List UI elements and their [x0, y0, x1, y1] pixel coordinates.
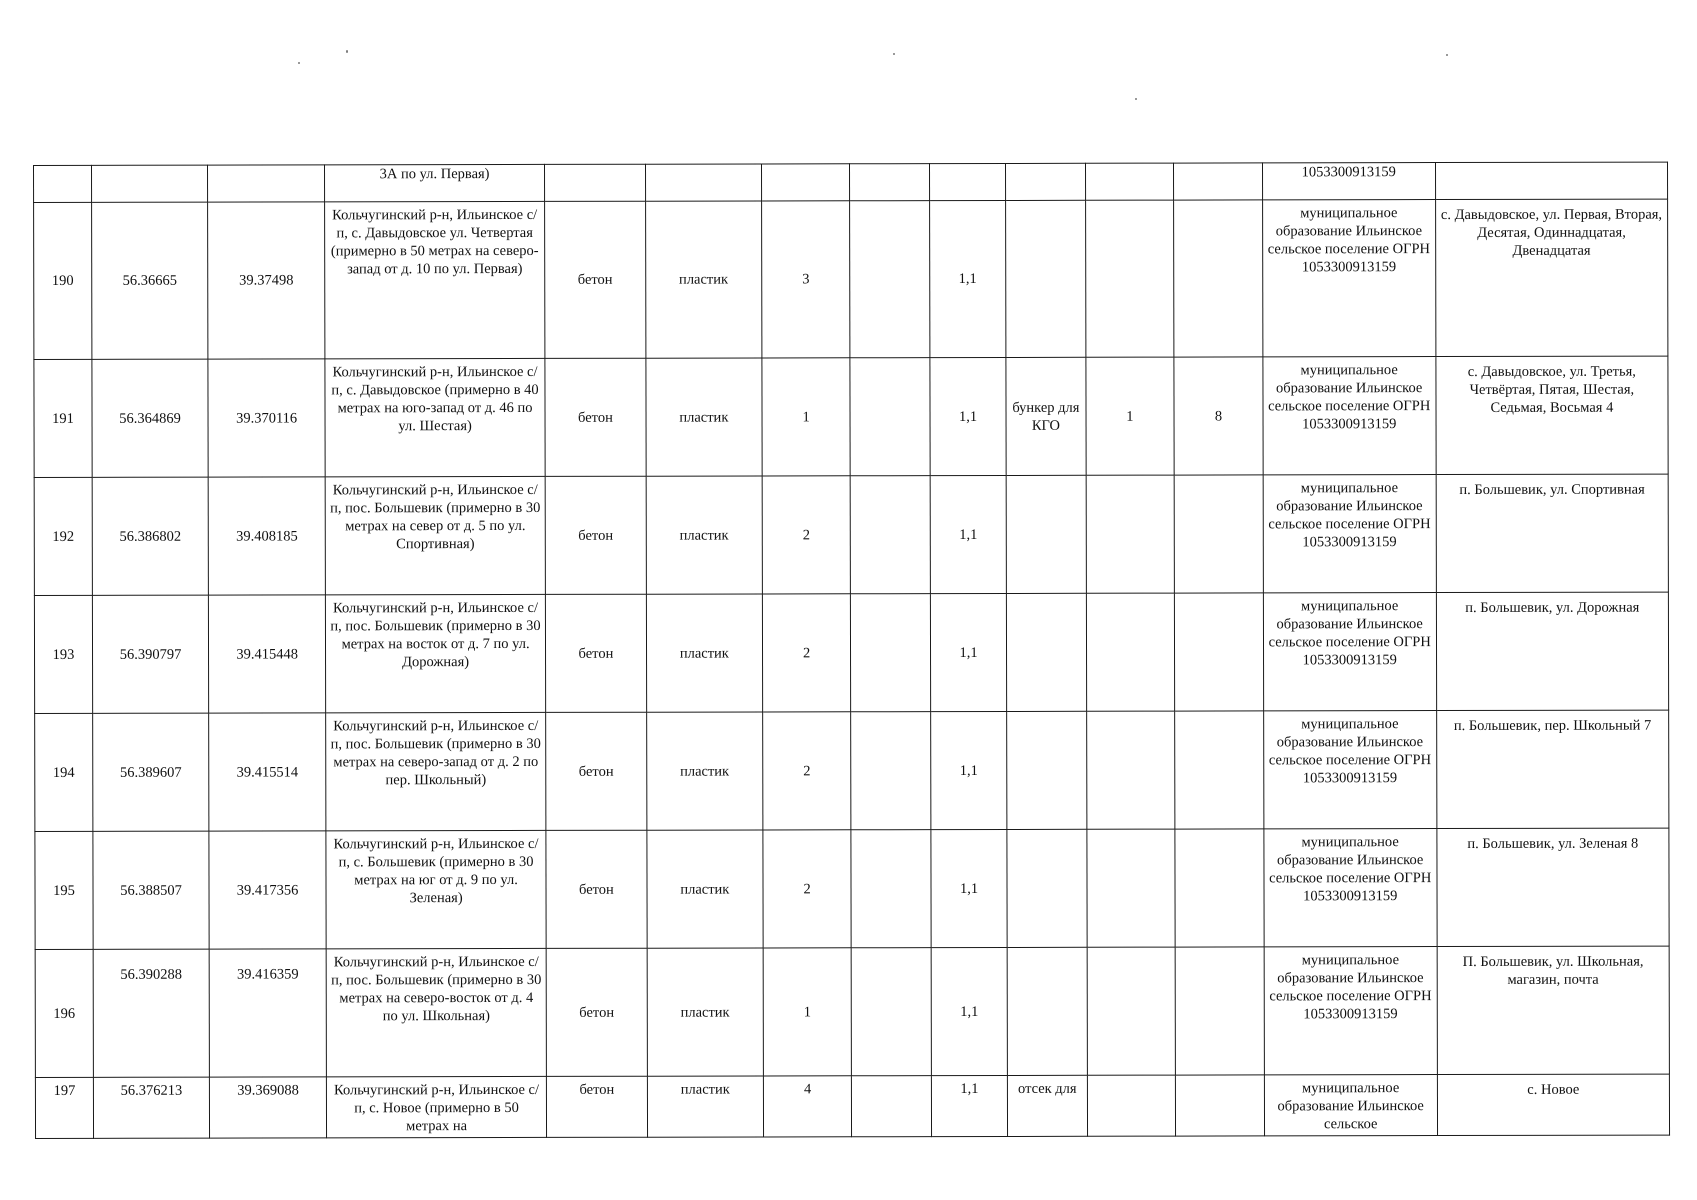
cell-volume: 1,1: [931, 829, 1008, 947]
cell-surface: бетон: [546, 830, 647, 948]
cell-material: пластик: [645, 201, 761, 358]
cell-material: пластик: [647, 1076, 763, 1137]
cell-num: 192: [34, 477, 92, 595]
cell-address: 3А по ул. Первая): [325, 164, 545, 201]
cell-address: Кольчугинский р-н, Ильинское с/п, с. Давыдовское (примерно в 40 метрах на юго-запад от д. 46 по ул. Шестая): [325, 358, 545, 476]
cell-count: 1: [762, 358, 851, 476]
cell-lat: 56.364869: [92, 359, 208, 477]
cell-count: 3: [761, 201, 850, 358]
cell-count: 4: [763, 1076, 852, 1137]
cell-lon: 39.37498: [208, 202, 325, 359]
cell-lat: 56.390288: [93, 949, 209, 1077]
cell-count: [761, 164, 850, 201]
cell-num: 196: [35, 949, 93, 1077]
cell-kgo-type: [1007, 593, 1087, 711]
cell-kgo-type: [1006, 475, 1086, 593]
cell-kgo-volume: [1174, 475, 1263, 593]
cell-kgo-type: [1007, 829, 1087, 947]
cell-num: 194: [35, 713, 93, 831]
cell-kgo-volume: [1176, 1075, 1265, 1136]
cell-lon: 39.408185: [208, 477, 325, 595]
cell-surface: бетон: [545, 476, 646, 594]
cell-served-area: П. Большевик, ул. Школьная, магазин, почта: [1437, 946, 1670, 1074]
cell-material: пластик: [647, 830, 763, 948]
table-row: [35, 710, 1669, 831]
cell-owner: муниципальное образование Ильинское сельское поселение ОГРН 1053300913159: [1263, 357, 1436, 475]
scan-speck: [893, 53, 895, 55]
cell-owner: муниципальное образование Ильинское сельское: [1264, 1075, 1437, 1136]
registry-body: [34, 162, 1670, 1138]
cell-count: 2: [763, 830, 852, 948]
cell-lat: 56.36665: [92, 202, 208, 359]
cell-lat: [92, 165, 208, 202]
cell-count: 1: [763, 948, 852, 1076]
cell-extra: [851, 830, 931, 948]
cell-volume: 1,1: [930, 593, 1007, 711]
cell-lat: 56.386802: [92, 477, 208, 595]
cell-material: пластик: [646, 594, 762, 712]
cell-kgo-type: [1007, 711, 1087, 829]
cell-num: 195: [35, 831, 93, 949]
cell-lat: 56.389607: [93, 713, 209, 831]
cell-kgo-volume: [1175, 829, 1264, 947]
cell-count: 2: [762, 476, 851, 594]
cell-volume: 1,1: [930, 711, 1007, 829]
cell-kgo-count: [1085, 200, 1174, 357]
cell-kgo-type: [1006, 200, 1086, 357]
table-row: [34, 199, 1668, 359]
cell-count: 2: [762, 594, 851, 712]
cell-surface: бетон: [546, 1076, 647, 1137]
cell-surface: бетон: [546, 712, 647, 830]
cell-lon: 39.369088: [209, 1077, 326, 1138]
cell-served-area: с. Давыдовское, ул. Первая, Вторая, Десятая, Одиннадцатая, Двенадцатая: [1435, 199, 1668, 356]
cell-served-area: п. Большевик, ул. Зеленая 8: [1437, 828, 1669, 946]
cell-kgo-volume: [1174, 163, 1263, 200]
cell-surface: бетон: [545, 201, 646, 358]
cell-surface: бетон: [545, 358, 646, 476]
cell-count: 2: [762, 712, 851, 830]
cell-lon: 39.370116: [208, 359, 325, 477]
scan-speck: [346, 50, 348, 53]
cell-kgo-count: [1086, 475, 1175, 593]
cell-material: пластик: [646, 476, 762, 594]
cell-owner: муниципальное образование Ильинское сельское поселение ОГРН 1053300913159: [1264, 947, 1437, 1075]
table-row: [35, 946, 1669, 1077]
cell-extra: [851, 476, 931, 594]
cell-served-area: с. Новое: [1437, 1074, 1669, 1135]
cell-kgo-count: [1086, 593, 1175, 711]
cell-served-area: п. Большевик, пер. Школьный 7: [1436, 710, 1668, 828]
cell-kgo-volume: [1175, 947, 1264, 1075]
cell-owner: муниципальное образование Ильинское сельское поселение ОГРН 1053300913159: [1263, 711, 1436, 829]
cell-served-area: п. Большевик, ул. Спортивная: [1436, 474, 1668, 592]
cell-volume: 1,1: [931, 947, 1008, 1075]
table-row: [35, 828, 1669, 949]
cell-lon: 39.415448: [208, 595, 325, 713]
cell-kgo-count: [1086, 829, 1175, 947]
cell-lat: 56.388507: [93, 831, 209, 949]
cell-volume: 1,1: [930, 357, 1007, 475]
table-row: [35, 1074, 1669, 1138]
cell-kgo-type: [1006, 163, 1085, 200]
cell-volume: 1,1: [931, 1075, 1007, 1136]
table-row: [34, 474, 1668, 595]
cell-lon: 39.416359: [209, 949, 326, 1077]
cell-extra: [850, 358, 930, 476]
cell-num: [34, 165, 92, 202]
cell-material: пластик: [646, 712, 762, 830]
cell-served-area: п. Большевик, ул. Дорожная: [1436, 592, 1668, 710]
cell-extra: [851, 712, 931, 830]
cell-address: Кольчугинский р-н, Ильинское с/п, с. Большевик (примерно в 30 метрах на юг от д. 9 по ул. Зеленая): [326, 830, 546, 948]
cell-lat: 56.376213: [93, 1077, 209, 1138]
cell-address: Кольчугинский р-н, Ильинское с/п, пос. Большевик (примерно в 30 метрах на восток от д. 7 по ул. Дорожная): [326, 594, 546, 712]
cell-kgo-count: [1087, 947, 1176, 1075]
cell-served-area: с. Давыдовское, ул. Третья, Четвёртая, Пятая, Шестая, Седьмая, Восьмая 4: [1436, 356, 1668, 474]
cell-kgo-count: 1: [1085, 357, 1174, 475]
cell-volume: 1,1: [930, 475, 1007, 593]
cell-volume: [929, 163, 1005, 200]
cell-kgo-volume: 8: [1174, 357, 1263, 475]
cell-served-area: [1435, 162, 1667, 199]
cell-kgo-type: бункер для КГО: [1006, 357, 1086, 475]
cell-surface: бетон: [546, 948, 647, 1076]
cell-surface: бетон: [545, 594, 646, 712]
cell-kgo-volume: [1174, 200, 1263, 357]
scan-speck: [1135, 98, 1137, 100]
cell-material: пластик: [646, 358, 762, 476]
cell-num: 197: [35, 1077, 93, 1138]
cell-address: Кольчугинский р-н, Ильинское с/п, с. Давыдовское ул. Четвертая (примерно в 50 метрах на северо-запад от д. 10 по ул. Первая): [325, 201, 545, 358]
cell-volume: 1,1: [929, 200, 1006, 357]
table-row-continued: [34, 162, 1668, 202]
cell-kgo-volume: [1175, 593, 1264, 711]
cell-address: Кольчугинский р-н, Ильинское с/п, пос. Большевик (примерно в 30 метрах на северо-восток от д. 4 по ул. Школьная): [326, 948, 546, 1076]
cell-lon: [208, 165, 325, 202]
cell-num: 190: [34, 202, 92, 359]
cell-address: Кольчугинский р-н, Ильинское с/п, пос. Большевик (примерно в 30 метрах на северо-запад от д. 2 по пер. Школьный): [326, 712, 546, 830]
cell-num: 193: [34, 595, 92, 713]
table-row: [34, 592, 1668, 713]
cell-material: пластик: [647, 948, 763, 1076]
scan-speck: [1446, 54, 1448, 56]
cell-kgo-count: [1086, 711, 1175, 829]
cell-address: Кольчугинский р-н, Ильинское с/п, пос. Большевик (примерно в 30 метрах на север от д. 5 по ул. Спортивная): [325, 476, 545, 594]
cell-extra: [852, 1076, 932, 1137]
cell-kgo-volume: [1175, 711, 1264, 829]
waste-sites-registry-table: [33, 162, 1670, 1139]
cell-extra: [850, 164, 929, 201]
cell-material: [645, 164, 761, 201]
cell-kgo-type: [1007, 947, 1087, 1075]
cell-num: 191: [34, 359, 92, 477]
cell-owner: муниципальное образование Ильинское сельское поселение ОГРН 1053300913159: [1262, 200, 1435, 357]
cell-extra: [850, 201, 930, 358]
cell-owner: муниципальное образование Ильинское сельское поселение ОГРН 1053300913159: [1263, 593, 1436, 711]
cell-lon: 39.417356: [209, 831, 326, 949]
cell-kgo-count: [1085, 163, 1174, 200]
cell-owner: 1053300913159: [1262, 163, 1435, 200]
cell-owner: муниципальное образование Ильинское сельское поселение ОГРН 1053300913159: [1263, 475, 1436, 593]
cell-kgo-type: отсек для: [1008, 1075, 1088, 1136]
cell-surface: [545, 164, 646, 201]
scan-speck: [298, 62, 300, 64]
table-row: [34, 356, 1668, 477]
cell-owner: муниципальное образование Ильинское сельское поселение ОГРН 1053300913159: [1264, 829, 1437, 947]
cell-extra: [852, 948, 932, 1076]
cell-lon: 39.415514: [209, 713, 326, 831]
cell-kgo-count: [1087, 1075, 1176, 1136]
cell-address: Кольчугинский р-н, Ильинское с/п, с. Новое (примерно в 50 метрах на: [327, 1076, 547, 1137]
cell-extra: [851, 594, 931, 712]
cell-lat: 56.390797: [92, 595, 208, 713]
